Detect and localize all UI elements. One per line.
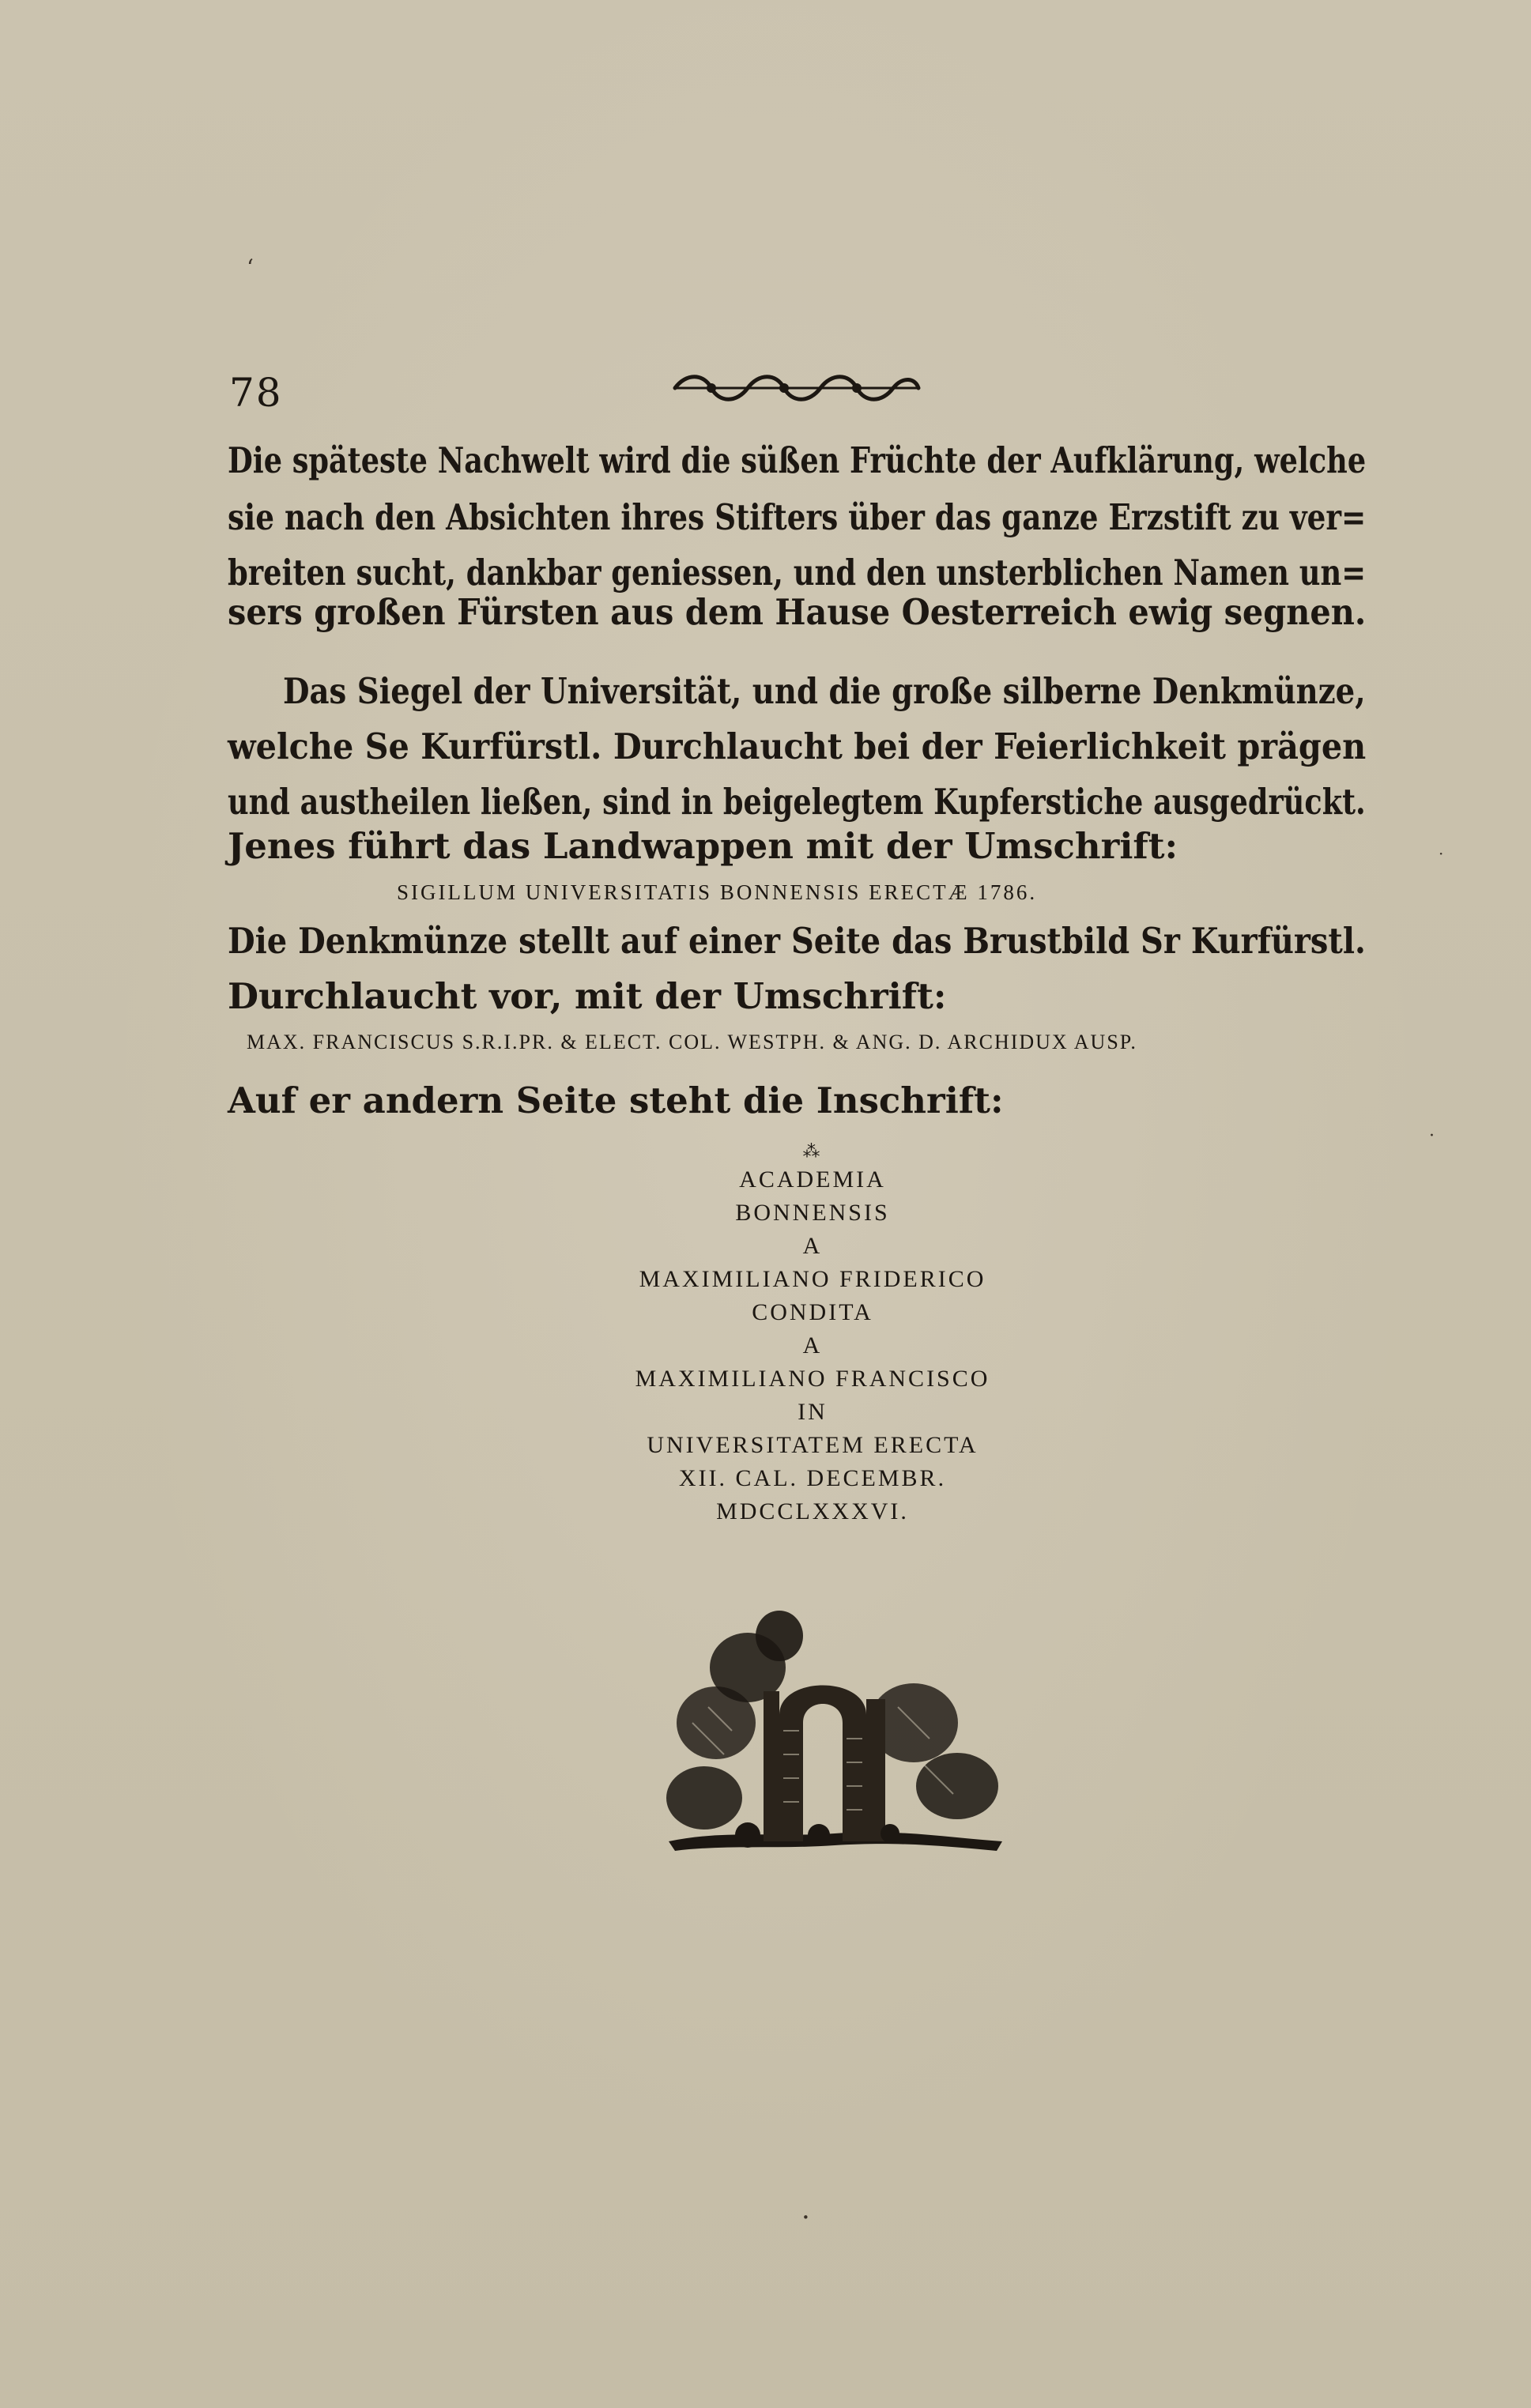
paper-speck: ‘ — [247, 254, 254, 281]
inscription-line: MAXIMILIANO FRANCISCO — [635, 1366, 990, 1392]
text-line: sers großen Fürsten aus dem Hause Oesterreich ewig segnen. — [228, 591, 1367, 633]
paper-speck: · — [1439, 844, 1444, 863]
inscription-line: XII. CAL. DECEMBR. — [678, 1465, 947, 1491]
inscription-star: ⁂ — [802, 1141, 823, 1161]
ruin-vignette-icon — [661, 1604, 1009, 1865]
text-line: welche Se Kurfürstl. Durchlaucht bei der Feierlichkeit prägen — [228, 725, 1367, 767]
seal-legend: SIGILLUM UNIVERSITATIS BONNENSIS ERECTÆ 1786. — [397, 880, 1038, 904]
inscription-line: MAXIMILIANO FRIDERICO — [639, 1266, 986, 1292]
text-line: Das Siegel der Universität, und die große silberne Denkmünze, — [283, 670, 1366, 712]
inscription-line: BONNENSIS — [735, 1200, 890, 1226]
inscription-line: CONDITA — [752, 1299, 873, 1325]
text-line: Die späteste Nachwelt wird die süßen Früchte der Aufklärung, welche — [228, 439, 1367, 481]
inscription-line: A — [802, 1233, 823, 1259]
text-line: Auf er andern Seite steht die Inschrift: — [228, 1080, 1004, 1121]
page-number: 78 — [229, 370, 283, 416]
ornament-rule-icon — [670, 368, 923, 408]
inscription-line: A — [802, 1332, 823, 1359]
paper-speck: · — [801, 2202, 810, 2233]
inscription-line: ACADEMIA — [739, 1166, 886, 1193]
inscription-line: MDCCLXXXVI. — [716, 1498, 909, 1524]
text-line: Die Denkmünze stellt auf einer Seite das Brustbild Sr Kurfürstl. — [228, 920, 1366, 962]
inscription-line: UNIVERSITATEM ERECTA — [647, 1432, 979, 1458]
paper-speck: · — [1429, 1126, 1435, 1146]
text-line: breiten sucht, dankbar geniessen, und den unsterblichen Namen un= — [228, 552, 1367, 594]
text-line: Jenes führt das Landwappen mit der Umschrift: — [228, 825, 1178, 867]
text-line: und austheilen ließen, sind in beigelegtem Kupferstiche ausgedrückt. — [228, 781, 1366, 823]
text-line: sie nach den Absichten ihres Stifters über das ganze Erzstift zu ver= — [228, 496, 1367, 538]
text-line: Durchlaucht vor, mit der Umschrift: — [228, 975, 947, 1017]
inscription-line: IN — [798, 1399, 828, 1425]
medal-legend: MAX. FRANCISCUS S.R.I.PR. & ELECT. COL. WESTPH. & ANG. D. ARCHIDUX AUSP. — [247, 1031, 1137, 1053]
